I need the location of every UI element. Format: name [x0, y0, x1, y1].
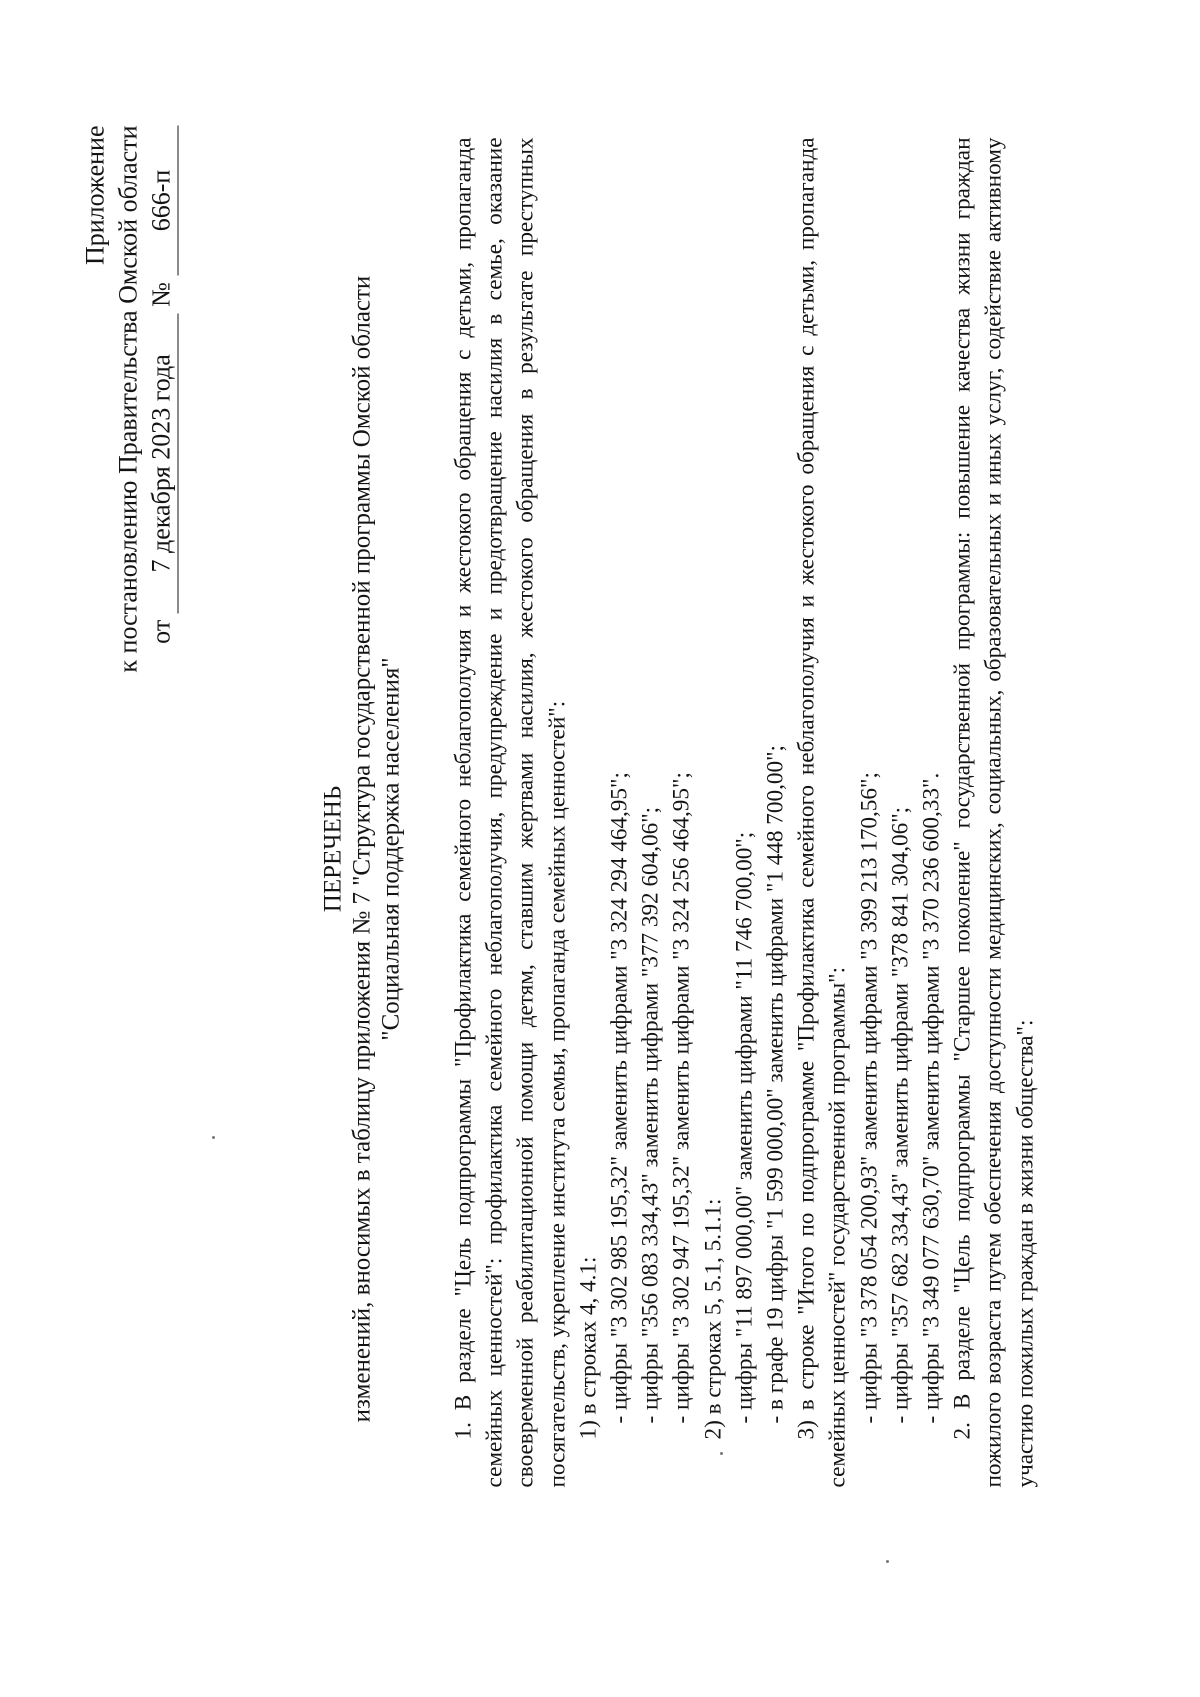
appendix-line2: к постановлению Правительства Омской области: [113, 125, 142, 673]
subitem-3: 3) в строке "Итого по подпрограмме "Профилактика семейного неблагополучия и жестокого обращения с детьми, пропаганда семейных ценностей" государственной программы":: [793, 137, 851, 1487]
number-prefix: №: [146, 281, 175, 307]
number-value: 666-п: [144, 125, 178, 275]
heading-line2: изменений, вносимых в таблицу приложения № 7 "Структура государственной программы Омской области: [348, 275, 375, 1422]
appendix-header: [78, 125, 178, 672]
change-line-3: - цифры "3 302 947 195,32" заменить цифрами "3 324 256 464,95";: [668, 771, 695, 1423]
change-line-4: - цифры "11 897 000,00" заменить цифрами "11 746 700,00";: [730, 831, 757, 1423]
document-body: [448, 137, 1041, 1487]
paragraph-2: 2. В разделе "Цель подпрограммы "Старшее поколение" государственной программы: повышение качества жизни граждан пожилого возраста путем обеспечения доступности медицинских, социальных, образовательных и иных услуг, содействие активному участию пожилых граждан в жизни общества":: [949, 137, 1038, 1487]
appendix-date-line: [144, 125, 178, 672]
date-value: 7 декабря 2023 года: [144, 313, 178, 613]
paragraph-1: 1. В разделе "Цель подпрограммы "Профилактика семейного неблагополучия и жестокого обращения с детьми, пропаганда семейных ценностей": профилактика семейного неблагополучия, предупреждение и предотвращение насилия в семье, оказание своевременной реабилитационной помощи детям, ставшим жертвами насилия, жестокого обращения в результате преступных посягательств, укрепление института семьи, пропаганда семейных ценностей":: [450, 137, 570, 1487]
change-line-1: - цифры "3 302 985 195,32" заменить цифрами "3 324 294 464,95";: [606, 771, 633, 1423]
date-prefix: от: [146, 619, 175, 644]
change-line-5: - в графе 19 цифры "1 599 000,00" заменить цифрами "1 448 700,00";: [762, 744, 789, 1423]
heading-title: ПЕРЕЧЕНЬ: [319, 785, 346, 912]
subitem-1: 1) в строках 4, 4.1:: [574, 1256, 601, 1439]
heading-line3: "Социальная поддержка населения": [377, 656, 404, 1041]
scan-speck: [212, 1136, 215, 1139]
change-line-8: - цифры "3 349 077 630,70" заменить цифрами "3 370 236 600,33".: [918, 772, 945, 1423]
change-line-2: - цифры "356 083 334,43" заменить цифрами "377 392 604,06";: [637, 806, 664, 1423]
appendix-title: Приложение: [80, 125, 109, 265]
scan-speck: [720, 1452, 723, 1455]
change-line-7: - цифры "357 682 334,43" заменить цифрами "378 841 304,06";: [886, 806, 913, 1423]
scan-speck: [886, 1560, 889, 1563]
change-line-6: - цифры "3 378 054 200,93" заменить цифрами "3 399 213 170,56";: [855, 771, 882, 1423]
document-heading: [318, 0, 405, 1697]
subitem-2: 2) в строках 5, 5.1, 5.1.1:: [699, 1198, 726, 1439]
